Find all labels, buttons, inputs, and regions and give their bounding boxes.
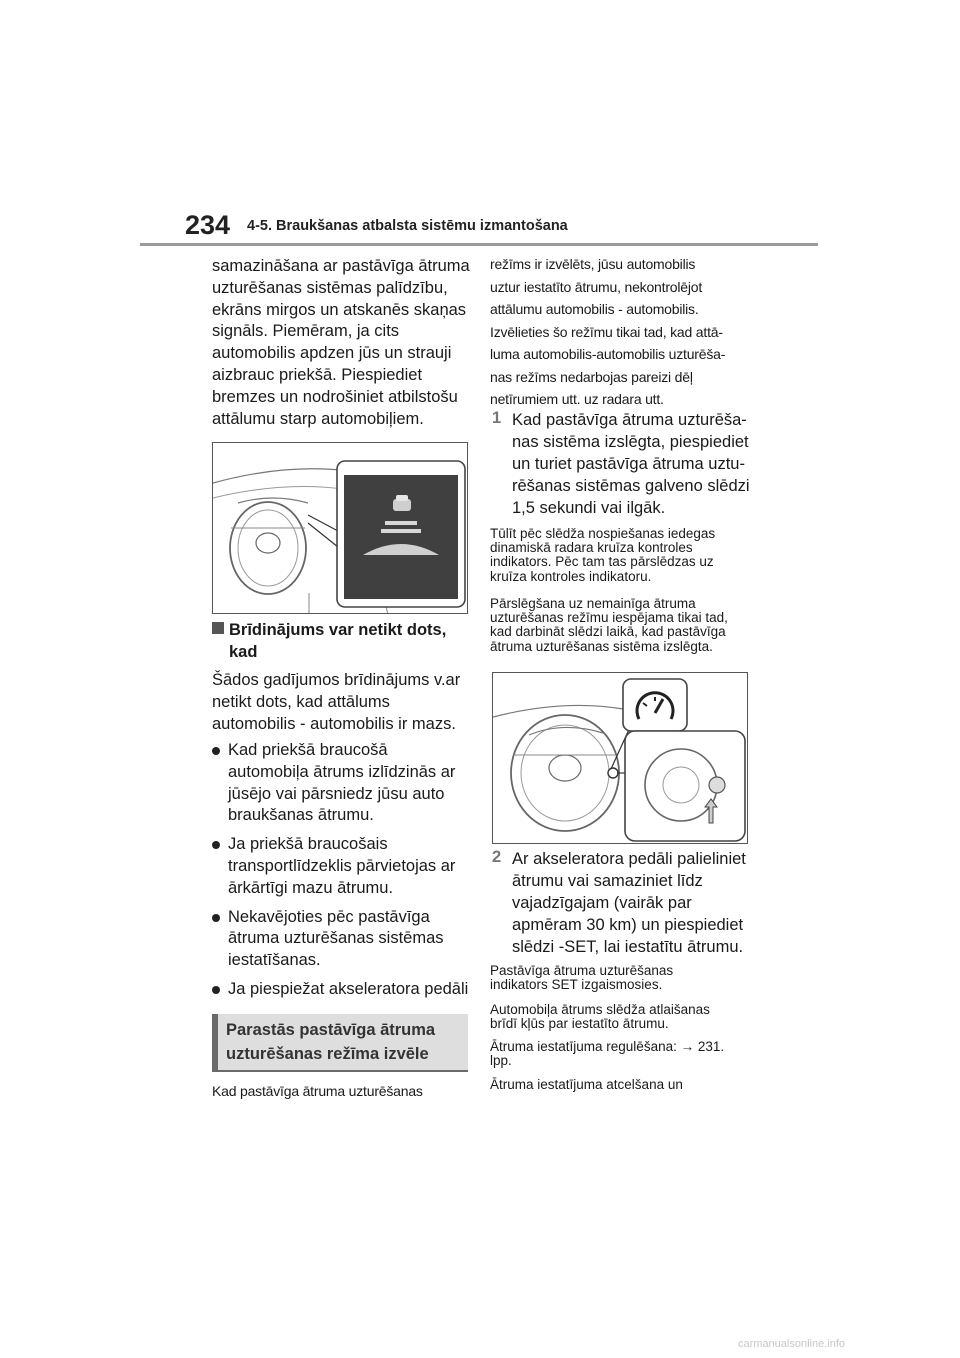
- text-line: aizbrauc priekšā. Piespiediet: [212, 365, 423, 384]
- text-line: signāls. Piemēram, ja cits: [212, 322, 400, 341]
- text-line: Ar akseleratora pedāli palieliniet: [512, 850, 746, 868]
- text-line: Ja piespiežat akseleratora pedāli: [228, 979, 469, 998]
- section-divider: [212, 1070, 468, 1072]
- text-line: nas režīms nedarbojas pareizi dēļ: [490, 368, 693, 385]
- text-line: Ātruma iestatījuma atcelšana un: [490, 1077, 683, 1092]
- section-heading-line: uzturēšanas režīma izvēle: [226, 1045, 429, 1063]
- conditions-list: [212, 740, 468, 1008]
- text-line: režīms ir izvēlēts, jūsu automobilis: [490, 256, 696, 272]
- bullet-icon: [212, 747, 220, 755]
- text-line: ekrāns mirgos un atskanēs skaņas: [212, 300, 467, 319]
- text-line: ātruma uzturēšanas sistēmas: [228, 929, 444, 948]
- section-intro-text: Kad pastāvīga ātruma uzturēšanas: [212, 1083, 423, 1099]
- intro-paragraph: [212, 256, 470, 430]
- bullet-icon: [212, 914, 220, 922]
- text-line: apmēram 30 km) un piespiediet: [512, 916, 744, 934]
- text-line: Pārslēgšana uz nemainīga ātruma: [490, 596, 696, 611]
- text-line: 1,5 sekundi vai ilgāk.: [512, 499, 666, 517]
- text-line: uztur iestatīto ātrumu, nekontrolējot: [490, 278, 703, 295]
- text-line: ātrumu vai samaziniet līdz: [512, 872, 703, 890]
- step-2-note-2: [490, 1003, 710, 1031]
- text-line: samazināšana ar pastāvīga ātruma: [212, 257, 470, 275]
- text-line: vajadzīgajam (vairāk par: [512, 894, 692, 912]
- text-line: attālumu automobilis - automobilis.: [490, 301, 699, 317]
- text-line: rēšanas sistēmas galveno slēdzi: [512, 477, 750, 495]
- warning-paragraph: [212, 670, 460, 735]
- text-line: Nekavējoties pēc pastāvīga: [228, 907, 430, 926]
- text-line: dinamiskā radara kruīza kontroles: [490, 540, 693, 556]
- step-number: 2: [492, 848, 502, 866]
- watermark: carmanualsonline.info: [738, 1338, 846, 1350]
- text-line: braukšanas ātrumu.: [228, 806, 374, 825]
- text-line: automobilis - automobilis ir mazs.: [212, 714, 456, 733]
- text-line: ārkārtīgi mazu ātrumu.: [228, 878, 394, 897]
- text-line: slēdzi -SET, lai iestatītu ātrumu.: [512, 938, 744, 956]
- text-line: Šādos gadījumos brīdinājums v.ar: [212, 671, 461, 689]
- text-line: jūsējo vai pārsniedz jūsu auto: [228, 784, 445, 803]
- text-line: netikt dots, kad attālums: [212, 692, 390, 711]
- text-line: bremzes un nodrošiniet atbilstošu: [212, 387, 458, 406]
- warning-subheading: [212, 620, 446, 664]
- text-line: indikators. Pēc tam tas pārslēdzas uz: [490, 554, 714, 570]
- text-line: Izvēlieties šo režīmu tikai tad, kad attā-: [490, 323, 723, 340]
- section-heading: [212, 1014, 468, 1070]
- text-line: netīrumiem utt. uz radara utt.: [490, 391, 664, 407]
- dashboard-warning-illustration: [212, 442, 468, 614]
- text-line: luma automobilis-automobilis uzturēša-: [490, 346, 726, 362]
- speed-cancel-note: [490, 1078, 683, 1092]
- square-marker-icon: [212, 622, 224, 634]
- step-1-note: [490, 527, 715, 584]
- text-line: nas sistēma izslēgta, piespiediet: [512, 433, 749, 451]
- cruise-switch-drawing: [493, 673, 748, 844]
- bullet-icon: [212, 986, 220, 994]
- text-line: attālumu starp automobiļiem.: [212, 409, 424, 428]
- step-2-note: [490, 964, 673, 992]
- text-line: transportlīdzeklis pārvietojas ar: [228, 856, 456, 875]
- step-1-note-2: [490, 597, 728, 654]
- bullet-icon: [212, 841, 220, 849]
- mode-description: [490, 253, 725, 411]
- text-line: uzturēšanas sistēmas palīdzību,: [212, 278, 448, 297]
- dashboard-warning-drawing: [213, 443, 468, 614]
- cruise-switch-illustration: [492, 672, 748, 844]
- text-line: Kad pastāvīga ātruma uzturēša-: [512, 411, 747, 429]
- header-divider: [140, 243, 818, 246]
- text-line: brīdī kļūs par iestatīto ātrumu.: [490, 1016, 669, 1032]
- text-line: iestatīšanas.: [228, 951, 321, 970]
- list-item: [212, 979, 468, 1001]
- text-line: indikators SET izgaismosies.: [490, 977, 663, 993]
- subheading-line: kad: [229, 642, 258, 661]
- text-line: uzturēšanas režīmu iespējama tikai tad,: [490, 610, 728, 626]
- list-item: [212, 907, 468, 972]
- text-line: Ja priekšā braucošais: [228, 835, 388, 854]
- subheading-line: Brīdinājums var netikt dots,: [229, 621, 447, 639]
- list-item: [212, 740, 468, 827]
- text-line: Automobiļa ātrums slēdža atlaišanas: [490, 1002, 710, 1017]
- step-number: 1: [492, 409, 502, 427]
- text-line: Kad priekšā braucošā: [228, 741, 388, 759]
- list-item: [212, 834, 468, 899]
- text-line: Pastāvīga ātruma uzturēšanas: [490, 963, 674, 978]
- text-line: kruīza kontroles indikatoru.: [490, 568, 652, 584]
- section-heading-line: Parastās pastāvīga ātruma: [226, 1021, 436, 1039]
- text-line: Tūlīt pēc slēdža nospiešanas iedegas: [490, 526, 716, 541]
- text-line: automobiļa ātrums izlīdzinās ar: [228, 762, 456, 781]
- text-line: lpp.: [490, 1053, 512, 1069]
- text-line: ātruma uzturēšanas sistēma izslēgta.: [490, 638, 713, 654]
- text-line: un turiet pastāvīga ātruma uztu-: [512, 455, 745, 473]
- text-line: Ātruma iestatījuma regulēšana: → 231.: [490, 1039, 725, 1054]
- page-number: 234: [185, 210, 231, 240]
- speed-adjust-reference: [490, 1040, 724, 1068]
- text-line: automobilis apdzen jūs un strauji: [212, 344, 452, 363]
- text-line: kad darbināt slēdzi laikā, kad pastāvīga: [490, 624, 726, 640]
- chapter-title: 4-5. Braukšanas atbalsta sistēmu izmantošana: [247, 218, 568, 234]
